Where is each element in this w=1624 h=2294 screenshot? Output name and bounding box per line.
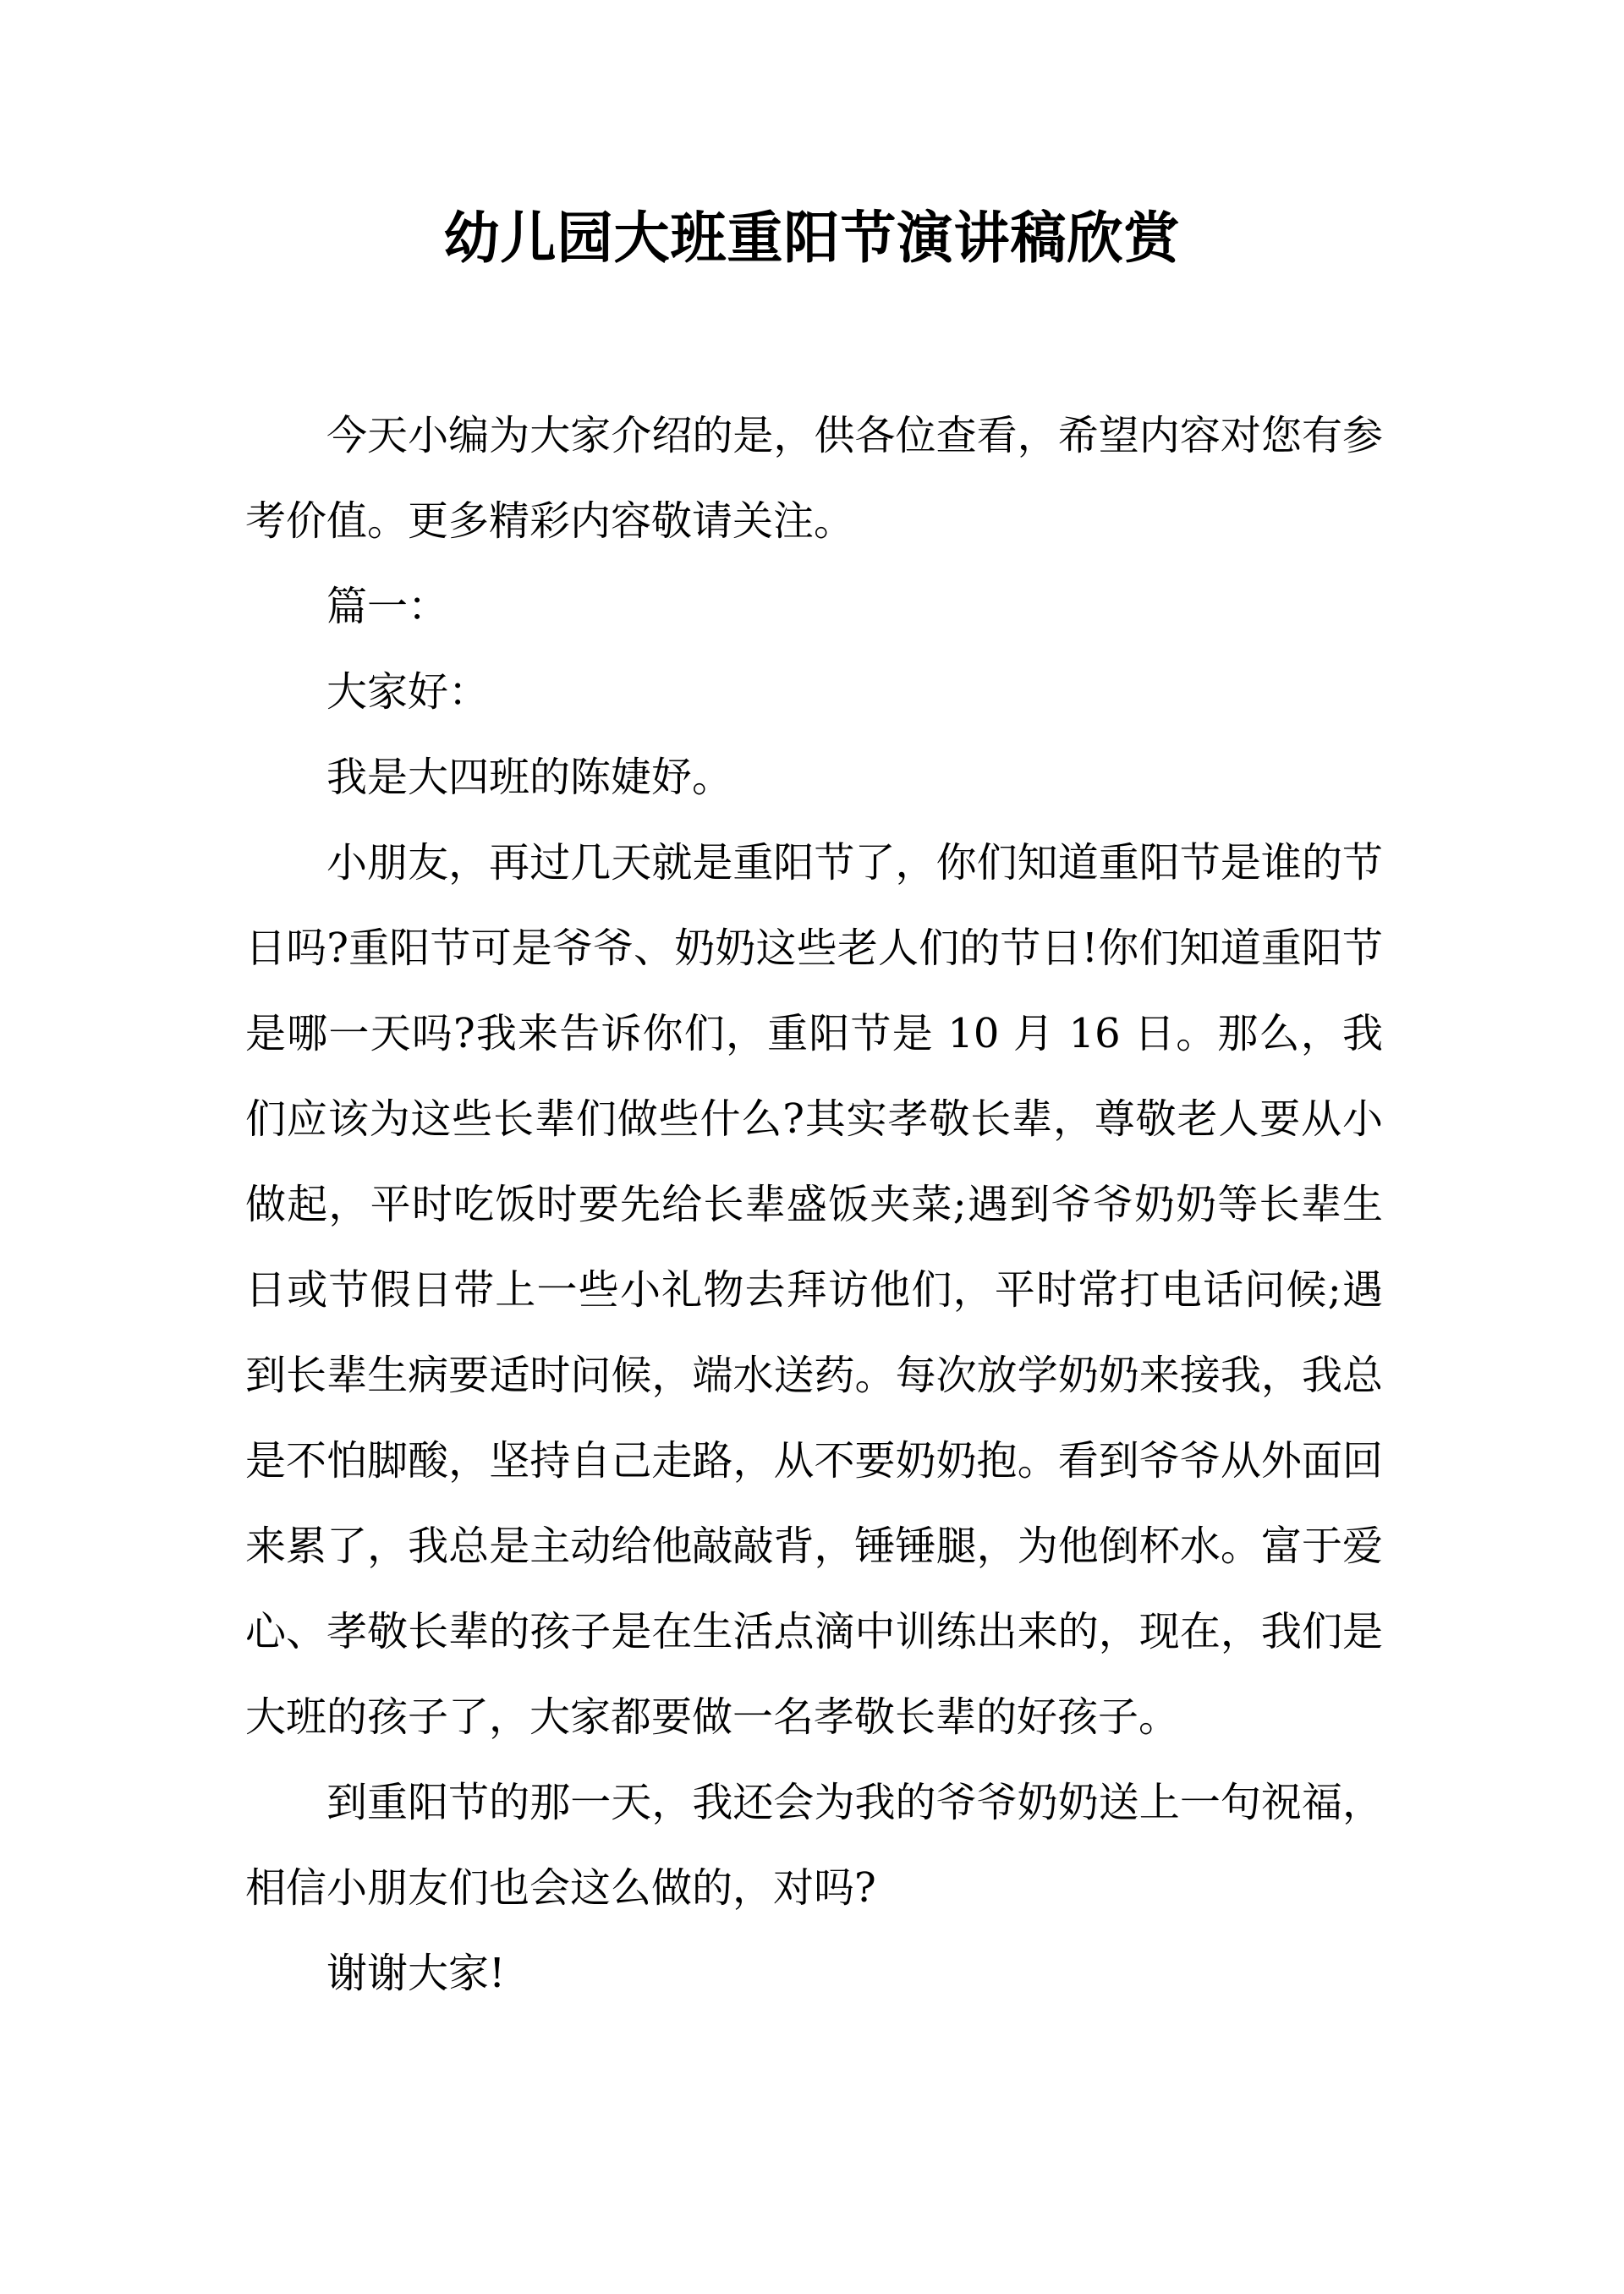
paragraph-greeting: 大家好：	[326, 668, 490, 716]
document-title: 幼儿园大班重阳节演讲稿欣赏	[443, 206, 1181, 271]
document-body	[245, 393, 1383, 2017]
paragraph-main-speech: 小朋友，再过几天就是重阳节了，你们知道重阳节是谁的节日吗?重阳节可是爷爷、奶奶这些老人们的节日!你们知道重阳节是哪一天吗?我来告诉你们，重阳节是 10 月 16 日。那么，我们应该为这些长辈们做些什么?其实孝敬长辈，尊敬老人要从小做起，平时吃饭时要先给长辈盛饭夹菜;遇到爷爷奶奶等长辈生日或节假日带上一些小礼物去拜访他们，平时常打电话问候;遇到长辈生病要适时问候，端水送药。每次放学奶奶来接我，我总是不怕脚酸，坚持自己走路，从不要奶奶抱。看到爷爷从外面回来累了，我总是主动给他敲敲背，锤锤腿，为他倒杯水。富于爱心、孝敬长辈的孩子是在生活点滴中训练出来的，现在，我们是大班的孩子了，大家都要做一名孝敬长辈的好孩子。	[245, 839, 1383, 1741]
paragraph-blessing: 到重阳节的那一天，我还会为我的爷爷奶奶送上一句祝福，相信小朋友们也会这么做的，对吗?	[245, 1779, 1383, 1912]
paragraph-thanks: 谢谢大家!	[326, 1950, 506, 1997]
paragraph-self-introduction: 我是大四班的陈婕妤。	[326, 754, 733, 801]
paragraph-intro: 今天小编为大家介绍的是，供各位查看，希望内容对您有参考价值。更多精彩内容敬请关注。	[245, 412, 1383, 545]
paragraph-chapter-heading: 篇一：	[326, 583, 449, 630]
